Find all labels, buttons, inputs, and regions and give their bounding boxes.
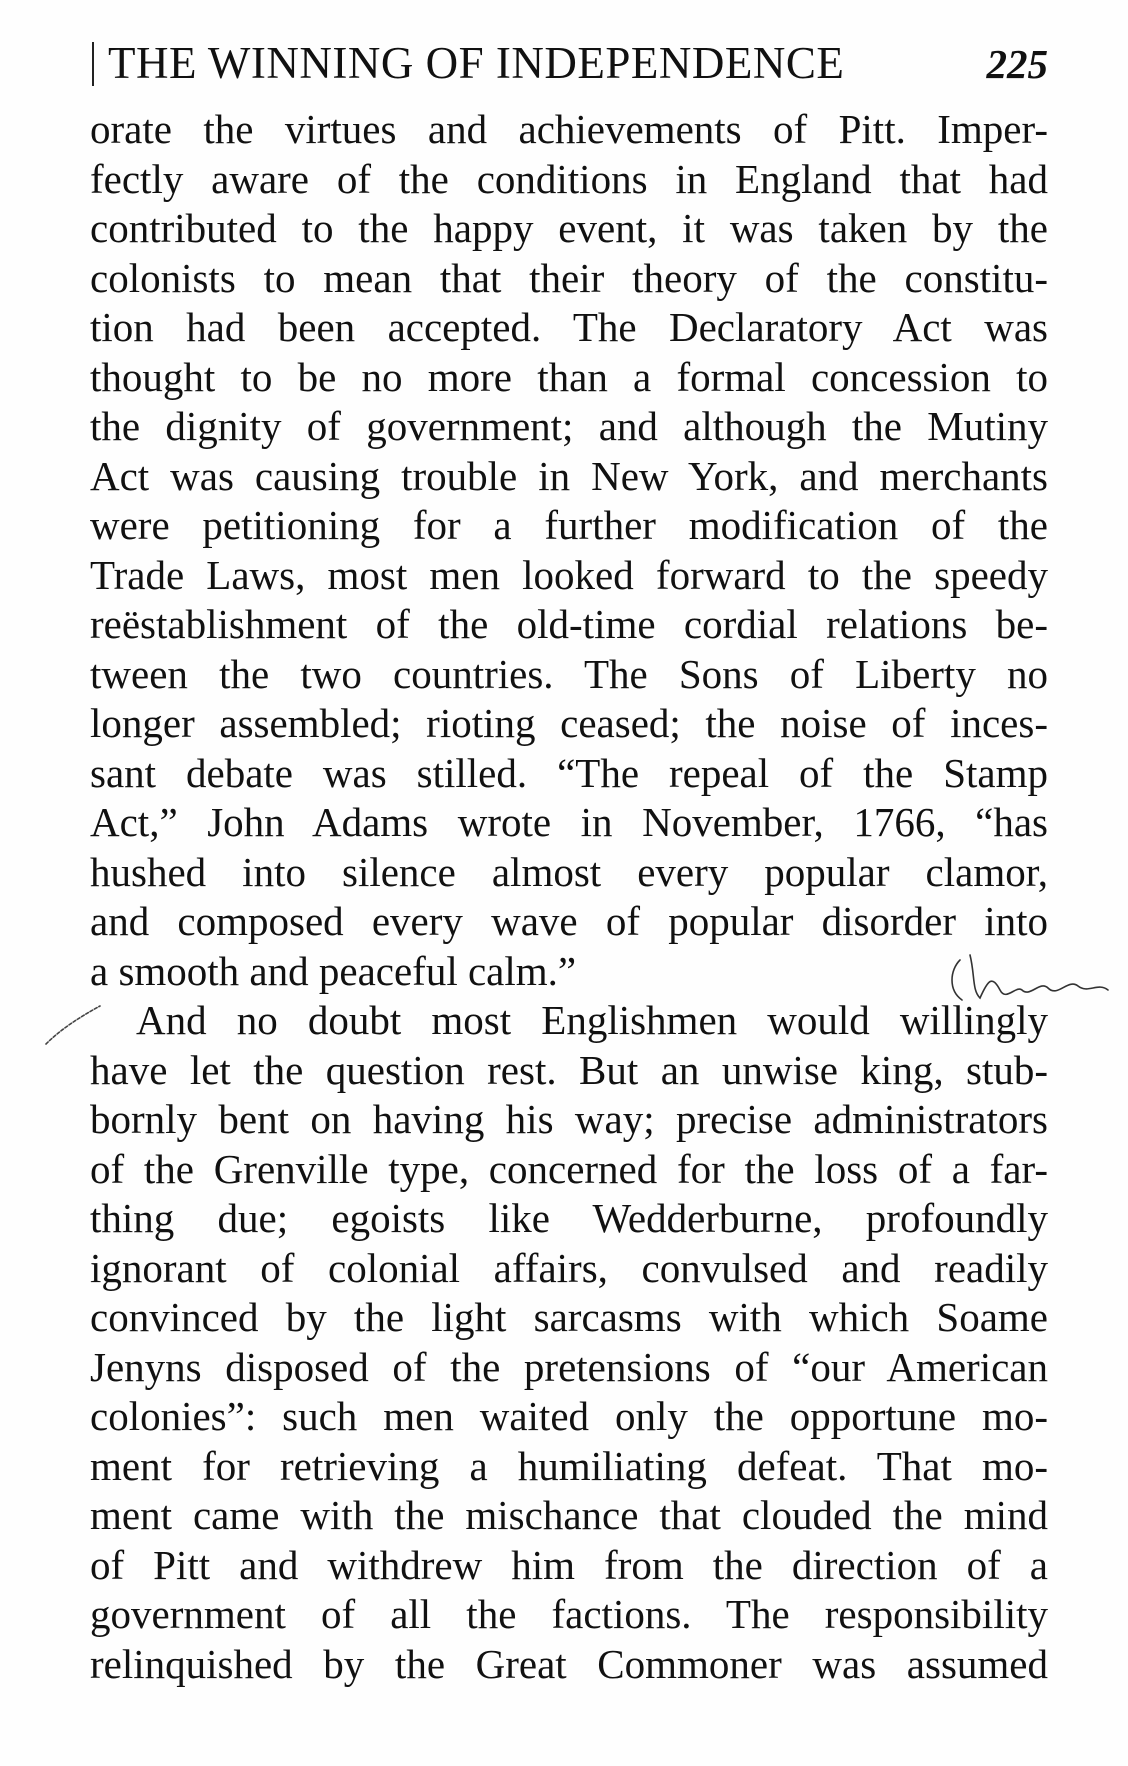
margin-rule-mark <box>92 42 94 86</box>
text-line: orate the virtues and achievements of Pitt. Imper- <box>90 106 1048 152</box>
text-line: contributed to the happy event, it was taken by the <box>90 205 1048 251</box>
text-line: relinquished by the Great Commoner was assumed <box>90 1640 1048 1687</box>
text-line: reëstablishment of the old-time cordial relations be- <box>90 601 1048 647</box>
text-line: Act was causing trouble in New York, and merchants <box>90 452 1048 499</box>
margin-pencil-mark <box>38 1000 118 1050</box>
text-line: thought to be no more than a formal concession to <box>90 353 1048 400</box>
text-line: were petitioning for a further modification of the <box>90 502 1048 548</box>
text-line: colonies”: such men waited only the opportune mo- <box>90 1393 1048 1439</box>
text-line: thing due; egoists like Wedderburne, profoundly <box>90 1195 1048 1241</box>
text-line: fectly aware of the conditions in England that had <box>90 155 1048 202</box>
text-line: have let the question rest. But an unwise king, stub- <box>90 1046 1048 1093</box>
text-line: hushed into silence almost every popular clamor, <box>90 848 1048 895</box>
text-line: ignorant of colonial affairs, convulsed and readily <box>90 1244 1048 1291</box>
text-line: ment for retrieving a humiliating defeat. That mo- <box>90 1442 1048 1489</box>
running-title: THE WINNING OF INDEPENDENCE <box>108 38 845 88</box>
text-line: tion had been accepted. The Declaratory Act was <box>90 304 1048 350</box>
text-line: tween the two countries. The Sons of Liberty no <box>90 650 1048 697</box>
text-line: Act,” John Adams wrote in November, 1766, “has <box>90 799 1048 845</box>
text-line: colonists to mean that their theory of the constitu- <box>90 254 1048 301</box>
text-line: Trade Laws, most men looked forward to the speedy <box>90 551 1048 598</box>
body-text <box>90 105 1048 1689</box>
text-line: convinced by the light sarcasms with which Soame <box>90 1294 1048 1340</box>
text-line: and composed every wave of popular disorder into <box>90 898 1048 944</box>
text-line: Jenyns disposed of the pretensions of “our American <box>90 1343 1048 1390</box>
text-line: the dignity of government; and although the Mutiny <box>90 403 1048 449</box>
text-line: government of all the factions. The responsibility <box>90 1591 1048 1637</box>
text-line: bornly bent on having his way; precise administrators <box>90 1096 1048 1142</box>
page-number: 225 <box>986 41 1048 87</box>
text-line: ment came with the mischance that clouded the mind <box>90 1492 1048 1538</box>
text-line: longer assembled; rioting ceased; the noise of inces- <box>90 700 1048 746</box>
text-line: of Pitt and withdrew him from the direction of a <box>90 1541 1048 1588</box>
text-line: of the Grenville type, concerned for the loss of a far- <box>90 1145 1048 1192</box>
handwritten-annotation <box>940 940 1120 1020</box>
text-line: sant debate was stilled. “The repeal of the Stamp <box>90 749 1048 796</box>
paragraph-end-line: a smooth and peaceful calm.” <box>90 947 577 994</box>
paragraph-start-line: And no doubt most Englishmen would willingly <box>136 997 1048 1043</box>
page-header <box>92 34 1048 90</box>
